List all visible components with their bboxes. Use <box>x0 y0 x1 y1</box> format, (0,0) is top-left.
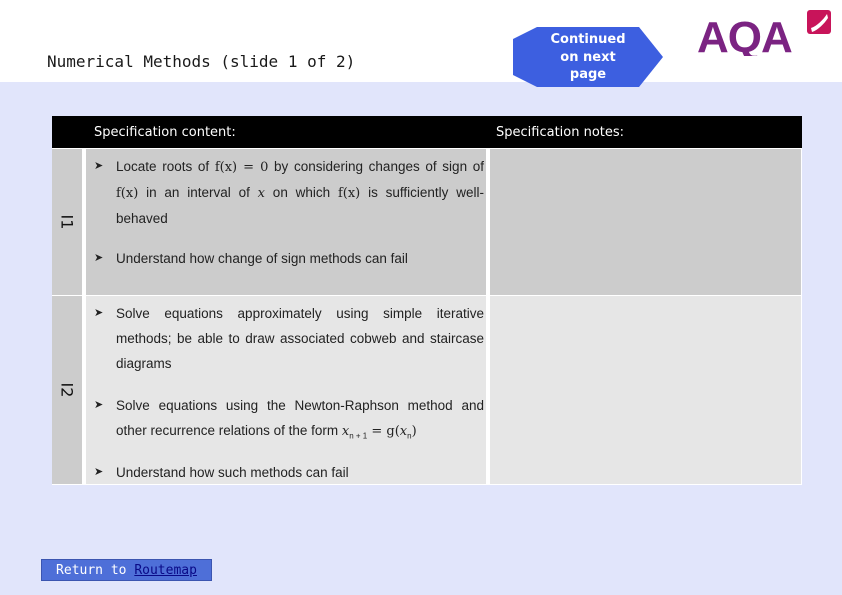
row-code: I2 <box>57 382 77 398</box>
row-code: I1 <box>57 214 77 230</box>
notes-cell <box>490 149 801 295</box>
table-header-row <box>52 116 802 148</box>
return-to-routemap-button[interactable] <box>41 559 212 581</box>
bullet-arrow-icon: ➤ <box>94 307 104 319</box>
continued-label: Continued on next page <box>550 32 626 82</box>
list-item: ➤ Understand how such methods can fail <box>94 460 484 485</box>
aqa-logo <box>697 8 835 56</box>
list-item: ➤ Solve equations using the Newton-Raphson method and other recurrence relations of the form $x_{n + 1} = g(x_n)$ <box>94 393 484 449</box>
bullet-arrow-icon: ➤ <box>94 252 104 264</box>
bullet-arrow-icon: ➤ <box>94 399 104 411</box>
content-cell <box>86 296 488 484</box>
table-row-i2 <box>52 296 802 484</box>
notes-cell <box>490 296 801 484</box>
table-row-i1 <box>52 149 802 295</box>
notes-column-header: Specification notes: <box>496 125 625 140</box>
return-prefix: Return to <box>56 563 135 578</box>
content-cell <box>86 149 488 295</box>
content-column-header: Specification content: <box>94 125 236 140</box>
page-title: Numerical Methods (slide 1 of 2) <box>47 52 356 71</box>
bullet-arrow-icon: ➤ <box>94 466 104 478</box>
list-item: ➤ Understand how change of sign methods can fail <box>94 246 484 271</box>
continued-next-page-button[interactable] <box>513 27 661 87</box>
bullet-arrow-icon: ➤ <box>94 160 104 172</box>
routemap-link[interactable]: Routemap <box>134 563 197 578</box>
row-code-cell <box>52 149 84 295</box>
svg-text:AQA: AQA <box>697 13 792 56</box>
list-item: ➤ Solve equations approximately using simple iterative methods; be able to draw associated cobweb and staircase diagrams <box>94 301 484 376</box>
list-item: ➤ Locate roots of f(x) = 0 by considering changes of sign of f(x) in an interval of x on which f(x) is sufficiently well-behaved <box>94 154 484 231</box>
specification-table <box>52 116 802 485</box>
row-code-cell <box>52 296 84 484</box>
